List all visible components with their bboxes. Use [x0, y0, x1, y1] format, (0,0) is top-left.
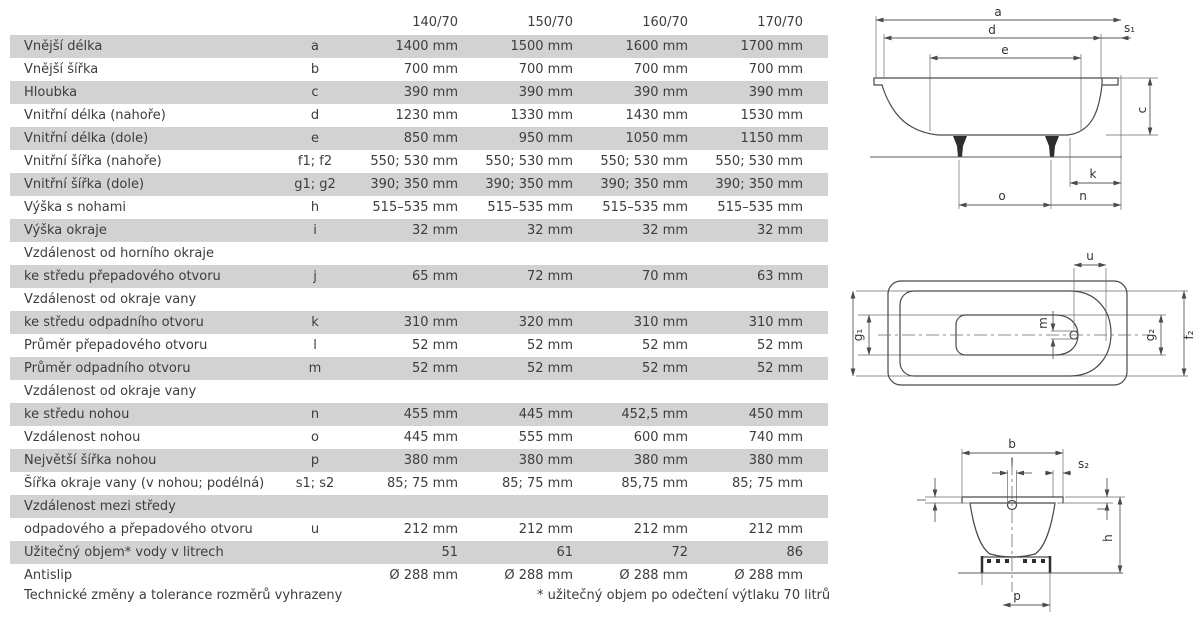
row-value: 1600 mm	[625, 39, 688, 54]
model-header: 140/70	[412, 15, 458, 30]
row-value: 52 mm	[526, 338, 573, 353]
row-value: 390; 350 mm	[485, 177, 573, 192]
row-letter: s1; s2	[295, 476, 335, 491]
dim-label-e: e	[1001, 43, 1009, 57]
row-value: 600 mm	[633, 430, 688, 445]
tolerance-note: Technické změny a tolerance rozměrů vyhrazeny	[24, 588, 343, 603]
row-value: 950 mm	[518, 131, 573, 146]
row-letter: o	[311, 430, 319, 445]
spec-table-rows	[10, 35, 828, 587]
row-value: 310 mm	[403, 315, 458, 330]
row-letter: l	[313, 338, 317, 353]
row-value: 32 mm	[756, 223, 803, 238]
row-value	[688, 495, 803, 518]
row-label: Antislip	[24, 568, 73, 583]
row-value: 212 mm	[748, 522, 803, 537]
table-row	[10, 449, 828, 472]
row-value: 700 mm	[403, 62, 458, 77]
row-value: 32 mm	[641, 223, 688, 238]
row-value: 52 mm	[411, 338, 458, 353]
row-value: 1500 mm	[510, 39, 573, 54]
row-value: 380 mm	[518, 453, 573, 468]
row-value: 390 mm	[748, 85, 803, 100]
row-letter: a	[311, 39, 319, 54]
table-row	[10, 334, 828, 357]
row-value: 1050 mm	[625, 131, 688, 146]
row-value	[343, 380, 458, 403]
row-value	[343, 288, 458, 311]
table-row	[10, 58, 828, 81]
table-row	[10, 81, 828, 104]
row-value: 1400 mm	[395, 39, 458, 54]
dim-label-u: u	[1086, 249, 1094, 263]
row-value: 1430 mm	[625, 108, 688, 123]
tub-foot	[1045, 136, 1059, 157]
table-row	[10, 150, 828, 173]
dim-label-b: b	[1008, 437, 1016, 451]
row-value: 452,5 mm	[621, 407, 688, 422]
dim-label-p: p	[1013, 589, 1021, 603]
row-value: 72 mm	[526, 269, 573, 284]
row-letter: f1; f2	[297, 154, 333, 169]
table-row	[10, 380, 828, 403]
row-value	[458, 380, 573, 403]
row-value: 52 mm	[756, 361, 803, 376]
row-value: 51	[441, 545, 458, 560]
row-label: Vzdálenost nohou	[24, 430, 141, 445]
row-value: 550; 530 mm	[715, 154, 803, 169]
table-row	[10, 127, 828, 150]
row-value: 700 mm	[633, 62, 688, 77]
row-value: 52 mm	[641, 361, 688, 376]
row-value	[458, 242, 573, 265]
dim-label-d: d	[988, 23, 996, 37]
row-value: 310 mm	[633, 315, 688, 330]
row-value: 700 mm	[518, 62, 573, 77]
row-value: 515–535 mm	[717, 200, 803, 215]
table-row	[10, 242, 828, 265]
row-label: odpadového a přepadového otvoru	[24, 522, 253, 537]
table-row	[10, 357, 828, 380]
bathtub-end-view-diagram	[895, 420, 1200, 629]
row-label: ke středu nohou	[24, 407, 130, 422]
row-value: 455 mm	[403, 407, 458, 422]
row-value: 515–535 mm	[487, 200, 573, 215]
row-letter	[287, 288, 343, 311]
dim-label-l: l	[1010, 456, 1014, 470]
row-value: 212 mm	[403, 522, 458, 537]
row-letter: p	[310, 453, 320, 468]
row-value	[573, 495, 688, 518]
row-value	[573, 288, 688, 311]
table-row	[10, 518, 828, 541]
table-row	[10, 564, 828, 587]
row-value	[573, 380, 688, 403]
row-letter: d	[310, 108, 320, 123]
row-letter	[287, 541, 343, 564]
row-value: Ø 288 mm	[389, 568, 458, 583]
row-value	[688, 288, 803, 311]
row-value: 515–535 mm	[602, 200, 688, 215]
dim-label-h: h	[1101, 534, 1115, 542]
row-value: 70 mm	[641, 269, 688, 284]
row-label: Výška s nohami	[24, 200, 126, 215]
row-value: 1530 mm	[740, 108, 803, 123]
row-label: Průměr přepadového otvoru	[24, 338, 208, 353]
dim-label-n: n	[1079, 189, 1087, 203]
row-letter: m	[308, 361, 322, 376]
row-value	[458, 288, 573, 311]
row-label: Výška okraje	[24, 223, 107, 238]
row-letter: k	[311, 315, 319, 330]
row-value: 445 mm	[403, 430, 458, 445]
table-row	[10, 495, 828, 518]
model-header: 170/70	[757, 15, 803, 30]
row-value: 63 mm	[756, 269, 803, 284]
row-value	[688, 380, 803, 403]
row-value: 390 mm	[518, 85, 573, 100]
row-letter: g1; g2	[294, 177, 336, 192]
row-value: 390; 350 mm	[715, 177, 803, 192]
spec-table	[10, 10, 828, 587]
row-letter: u	[310, 522, 320, 537]
row-letter	[287, 242, 343, 265]
row-value: 52 mm	[641, 338, 688, 353]
row-value: 212 mm	[518, 522, 573, 537]
volume-footnote: * užitečný objem po odečtení výtlaku 70 litrů	[537, 588, 831, 603]
row-value: 1230 mm	[395, 108, 458, 123]
row-value: 390 mm	[403, 85, 458, 100]
table-row	[10, 403, 828, 426]
row-value: 61	[556, 545, 573, 560]
header-spacer	[287, 10, 343, 35]
row-value: 450 mm	[748, 407, 803, 422]
row-letter: b	[310, 62, 320, 77]
row-letter: i	[313, 223, 317, 238]
row-value	[458, 495, 573, 518]
row-value: 65 mm	[411, 269, 458, 284]
row-label: ke středu odpadního otvoru	[24, 315, 204, 330]
table-row	[10, 219, 828, 242]
row-label: Vnitřní šířka (dole)	[24, 177, 145, 192]
row-value: 85; 75 mm	[386, 476, 458, 491]
row-value: 550; 530 mm	[485, 154, 573, 169]
row-letter: n	[310, 407, 320, 422]
row-value: 310 mm	[748, 315, 803, 330]
row-value: 515–535 mm	[372, 200, 458, 215]
row-value	[573, 242, 688, 265]
row-value: 212 mm	[633, 522, 688, 537]
dim-label-k: k	[1089, 167, 1097, 181]
row-value: 85; 75 mm	[731, 476, 803, 491]
row-value: 320 mm	[518, 315, 573, 330]
row-label: Vzdálenost od okraje vany	[24, 384, 197, 399]
model-header: 160/70	[642, 15, 688, 30]
row-label: Vzdálenost od okraje vany	[24, 292, 197, 307]
row-label: Vnější šířka	[24, 62, 99, 77]
row-letter: h	[310, 200, 320, 215]
row-value: 72	[671, 545, 688, 560]
row-label: Vnější délka	[24, 39, 103, 54]
row-label: Vzdálenost mezi středy	[24, 499, 176, 514]
row-value: 1700 mm	[740, 39, 803, 54]
row-value: 1150 mm	[740, 131, 803, 146]
row-value: 52 mm	[411, 361, 458, 376]
row-letter: e	[311, 131, 319, 146]
row-label: Vnitřní délka (dole)	[24, 131, 149, 146]
dim-label-f2: f₂	[1182, 330, 1196, 340]
row-label: ke středu přepadového otvoru	[24, 269, 221, 284]
row-label: Vnitřní šířka (nahoře)	[24, 154, 162, 169]
row-value: 380 mm	[748, 453, 803, 468]
tub-foot	[953, 136, 967, 157]
dim-label-g1: g₁	[851, 328, 865, 342]
row-value: 445 mm	[518, 407, 573, 422]
row-value	[343, 242, 458, 265]
row-value: 52 mm	[756, 338, 803, 353]
row-value: 555 mm	[518, 430, 573, 445]
table-row	[10, 173, 828, 196]
dim-label-c: c	[1135, 106, 1149, 114]
row-value: 390; 350 mm	[370, 177, 458, 192]
row-label: Vnitřní délka (nahoře)	[24, 108, 166, 123]
bathtub-side-view-diagram	[850, 5, 1200, 218]
row-value: 390 mm	[633, 85, 688, 100]
row-label: Šířka okraje vany (v nohou; podélná)	[24, 476, 265, 491]
row-value	[688, 242, 803, 265]
dim-label-s2: s₂	[1078, 457, 1090, 471]
row-letter: j	[313, 269, 317, 284]
row-value: 85,75 mm	[621, 476, 688, 491]
table-row	[10, 104, 828, 127]
model-header-row	[10, 10, 828, 35]
model-header: 150/70	[527, 15, 573, 30]
row-value: Ø 288 mm	[734, 568, 803, 583]
dim-label-o: o	[998, 189, 1006, 203]
row-value: 85; 75 mm	[501, 476, 573, 491]
row-value: 740 mm	[748, 430, 803, 445]
row-value: 380 mm	[633, 453, 688, 468]
table-row	[10, 196, 828, 219]
row-value: Ø 288 mm	[619, 568, 688, 583]
row-value: Ø 288 mm	[504, 568, 573, 583]
table-row	[10, 472, 828, 495]
dim-label-g2: g₂	[1143, 328, 1157, 342]
row-value: 850 mm	[403, 131, 458, 146]
table-row	[10, 288, 828, 311]
dim-label-m: m	[1036, 317, 1050, 329]
row-letter	[287, 495, 343, 518]
table-row	[10, 311, 828, 334]
row-letter	[287, 380, 343, 403]
row-value: 1330 mm	[510, 108, 573, 123]
bathtub-top-view-diagram	[848, 233, 1200, 410]
row-value: 32 mm	[411, 223, 458, 238]
row-value: 700 mm	[748, 62, 803, 77]
row-label: Vzdálenost od horního okraje	[24, 246, 214, 261]
row-letter	[287, 564, 343, 587]
row-value	[343, 495, 458, 518]
table-row	[10, 426, 828, 449]
row-value: 86	[786, 545, 803, 560]
row-label: Průměr odpadního otvoru	[24, 361, 191, 376]
row-value: 550; 530 mm	[370, 154, 458, 169]
dim-label-s1: s₁	[1124, 21, 1136, 35]
row-label: Užitečný objem* vody v litrech	[24, 545, 224, 560]
row-value: 550; 530 mm	[600, 154, 688, 169]
row-value: 380 mm	[403, 453, 458, 468]
row-value: 32 mm	[526, 223, 573, 238]
header-spacer	[10, 10, 287, 35]
row-value: 52 mm	[526, 361, 573, 376]
row-letter: c	[311, 85, 319, 100]
row-label: Největší šířka nohou	[24, 453, 157, 468]
row-value: 390; 350 mm	[600, 177, 688, 192]
row-label: Hloubka	[24, 85, 78, 100]
table-row	[10, 265, 828, 288]
dim-label-a: a	[994, 5, 1002, 19]
table-row	[10, 35, 828, 58]
table-row	[10, 541, 828, 564]
